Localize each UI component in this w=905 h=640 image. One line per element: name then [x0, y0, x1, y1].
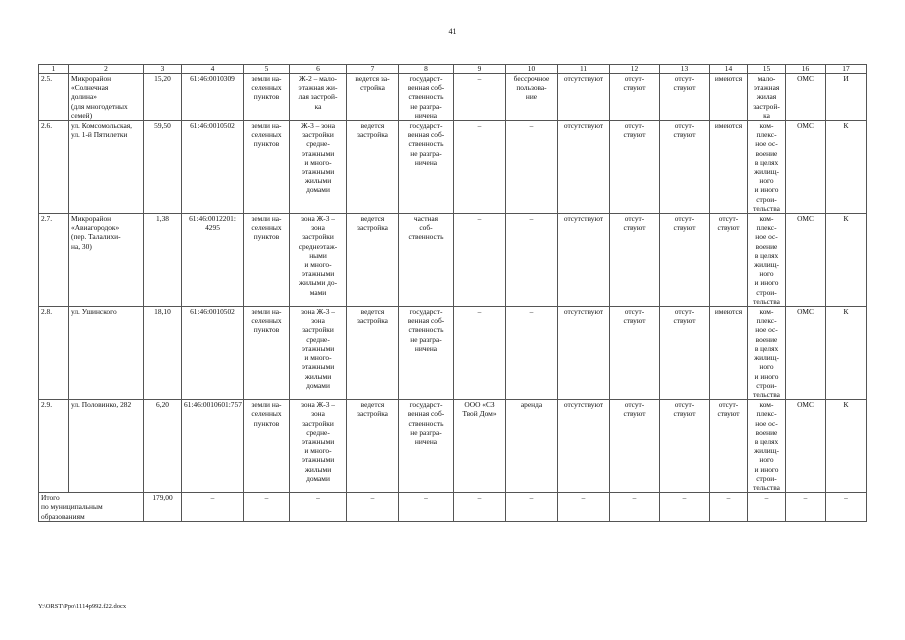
total-dash: – — [826, 493, 867, 522]
cell-land-category: земли на- селенных пунктов — [244, 74, 290, 121]
total-dash: – — [506, 493, 558, 522]
total-row — [39, 493, 867, 522]
cell-hazards: отсут- ствуют — [660, 400, 710, 493]
cell-item-number: 2.8. — [39, 307, 69, 400]
cell-item-number: 2.6. — [39, 121, 69, 214]
cell-land-category: земли на- селенных пунктов — [244, 307, 290, 400]
cell-area-ha: 18,10 — [144, 307, 182, 400]
total-dash: – — [710, 493, 748, 522]
cell-authority: ОМС — [786, 400, 826, 493]
cell-restrictions: отсут- ствуют — [610, 400, 660, 493]
column-number-8: 8 — [399, 65, 454, 74]
cell-development-status: ведется застройка — [347, 121, 399, 214]
cell-rights-holder: – — [454, 121, 506, 214]
total-dash: – — [244, 493, 290, 522]
column-number-10: 10 — [506, 65, 558, 74]
table-row — [39, 74, 867, 121]
table-row — [39, 400, 867, 493]
cell-encumbrances: отсутствуют — [558, 400, 610, 493]
cell-right-type: – — [506, 307, 558, 400]
cell-right-type: – — [506, 214, 558, 307]
cell-rights-holder: – — [454, 307, 506, 400]
table-row — [39, 121, 867, 214]
cell-area-ha: 6,20 — [144, 400, 182, 493]
cell-cadastral-quarter: 61:46:0012201: 4295 — [182, 214, 244, 307]
column-number-7: 7 — [347, 65, 399, 74]
cell-zoning: зона Ж-3 – зона застройки средне- этажными и много- этажными жилыми домами — [290, 307, 347, 400]
cell-cadastral-quarter: 61:46:0010601:757 — [182, 400, 244, 493]
cell-rights-holder: ООО «СЗ Твой Дом» — [454, 400, 506, 493]
cell-zoning: зона Ж-3 – зона застройки средне- этажными и много- этажными жилыми домами — [290, 400, 347, 493]
total-dash: – — [786, 493, 826, 522]
cell-land-category: земли на- селенных пунктов — [244, 121, 290, 214]
cell-ownership: государст- венная соб- ственность не разгра- ничена — [399, 307, 454, 400]
cell-restrictions: отсут- ствуют — [610, 121, 660, 214]
cell-rights-holder: – — [454, 74, 506, 121]
cell-authority: ОМС — [786, 214, 826, 307]
column-number-12: 12 — [610, 65, 660, 74]
cell-item-number: 2.9. — [39, 400, 69, 493]
total-dash: – — [347, 493, 399, 522]
cell-zoning: Ж-2 – мало- этажная жи- лая застрой- ка — [290, 74, 347, 121]
cell-purpose: ком- плекс- ное ос- воение в целях жилищ- ного и иного строи- тельства — [748, 400, 786, 493]
column-number-6: 6 — [290, 65, 347, 74]
cell-ownership: государст- венная соб- ственность не разгра- ничена — [399, 121, 454, 214]
cell-development-status: ведется застройка — [347, 400, 399, 493]
total-dash: – — [182, 493, 244, 522]
table-row — [39, 307, 867, 400]
total-dash: – — [290, 493, 347, 522]
cell-cadastral-quarter: 61:46:0010502 — [182, 121, 244, 214]
column-number-row — [39, 65, 867, 74]
cell-rights-holder: – — [454, 214, 506, 307]
cell-utilities: имеются — [710, 121, 748, 214]
cell-right-type: бессрочное пользова- ние — [506, 74, 558, 121]
cell-utilities: имеются — [710, 307, 748, 400]
cell-purpose: ком- плекс- ное ос- воение в целях жилищ- ного и иного строи- тельства — [748, 121, 786, 214]
cell-authority: ОМС — [786, 74, 826, 121]
cell-location: ул. Комсомольская, ул. 1-й Пятилетки — [69, 121, 144, 214]
cell-purpose: ком- плекс- ное ос- воение в целях жилищ- ного и иного строи- тельства — [748, 307, 786, 400]
cell-type-code: К — [826, 307, 867, 400]
cell-restrictions: отсут- ствуют — [610, 307, 660, 400]
cell-development-status: ведется застройка — [347, 214, 399, 307]
cell-type-code: К — [826, 121, 867, 214]
cell-hazards: отсут- ствуют — [660, 121, 710, 214]
total-dash: – — [558, 493, 610, 522]
column-number-17: 17 — [826, 65, 867, 74]
cell-ownership: государст- венная соб- ственность не разгра- ничена — [399, 74, 454, 121]
column-number-2: 2 — [69, 65, 144, 74]
cell-zoning: Ж-3 – зона застройки средне- этажными и много- этажными жилыми домами — [290, 121, 347, 214]
column-number-3: 3 — [144, 65, 182, 74]
cell-ownership: государст- венная соб- ственность не разгра- ничена — [399, 400, 454, 493]
cell-purpose: ком- плекс- ное ос- воение в целях жилищ- ного и иного строи- тельства — [748, 214, 786, 307]
cell-item-number: 2.5. — [39, 74, 69, 121]
cell-authority: ОМС — [786, 307, 826, 400]
column-number-14: 14 — [710, 65, 748, 74]
cell-utilities: отсут- ствуют — [710, 214, 748, 307]
column-number-16: 16 — [786, 65, 826, 74]
cell-location: ул. Половинко, 282 — [69, 400, 144, 493]
cell-purpose: мало- этажная жилая застрой- ка — [748, 74, 786, 121]
cell-location: Микрорайон «Авиагородок» (пер. Талалихи- на, 30) — [69, 214, 144, 307]
page-number: 41 — [448, 27, 457, 36]
column-number-5: 5 — [244, 65, 290, 74]
cell-restrictions: отсут- ствуют — [610, 74, 660, 121]
cell-area-ha: 1,38 — [144, 214, 182, 307]
cell-encumbrances: отсутствуют — [558, 214, 610, 307]
total-dash: – — [660, 493, 710, 522]
file-path-footer: Y:\ORST\Ppo\1114p992.f22.docx — [38, 603, 127, 610]
column-number-1: 1 — [39, 65, 69, 74]
cell-cadastral-quarter: 61:46:0010502 — [182, 307, 244, 400]
table-row — [39, 214, 867, 307]
total-label: Итого по муниципальным образованиям — [39, 493, 144, 522]
cell-development-status: ведется за- стройка — [347, 74, 399, 121]
cell-type-code: К — [826, 400, 867, 493]
cell-land-category: земли на- селенных пунктов — [244, 400, 290, 493]
cell-hazards: отсут- ствуют — [660, 214, 710, 307]
cell-hazards: отсут- ствуют — [660, 307, 710, 400]
total-dash: – — [748, 493, 786, 522]
cell-utilities: отсут- ствуют — [710, 400, 748, 493]
cell-location: ул. Ушинского — [69, 307, 144, 400]
cell-location: Микрорайон «Солнечная долина» (для многодетных семей) — [69, 74, 144, 121]
land-plots-table — [38, 64, 867, 522]
total-dash: – — [399, 493, 454, 522]
cell-utilities: имеются — [710, 74, 748, 121]
cell-item-number: 2.7. — [39, 214, 69, 307]
cell-development-status: ведется застройка — [347, 307, 399, 400]
cell-right-type: – — [506, 121, 558, 214]
cell-encumbrances: отсутствуют — [558, 74, 610, 121]
cell-type-code: И — [826, 74, 867, 121]
cell-encumbrances: отсутствуют — [558, 121, 610, 214]
column-number-4: 4 — [182, 65, 244, 74]
column-number-15: 15 — [748, 65, 786, 74]
cell-land-category: земли на- селенных пунктов — [244, 214, 290, 307]
cell-ownership: частная соб- ственность — [399, 214, 454, 307]
cell-cadastral-quarter: 61:46:0010309 — [182, 74, 244, 121]
cell-zoning: зона Ж-3 – зона застройки среднеэтаж- ными и много- этажными жилыми до- мами — [290, 214, 347, 307]
total-area: 179,00 — [144, 493, 182, 522]
cell-hazards: отсут- ствуют — [660, 74, 710, 121]
cell-authority: ОМС — [786, 121, 826, 214]
cell-encumbrances: отсутствуют — [558, 307, 610, 400]
cell-restrictions: отсут- ствуют — [610, 214, 660, 307]
column-number-11: 11 — [558, 65, 610, 74]
cell-area-ha: 15,20 — [144, 74, 182, 121]
cell-right-type: аренда — [506, 400, 558, 493]
cell-type-code: К — [826, 214, 867, 307]
total-dash: – — [454, 493, 506, 522]
cell-area-ha: 59,50 — [144, 121, 182, 214]
column-number-13: 13 — [660, 65, 710, 74]
total-dash: – — [610, 493, 660, 522]
column-number-9: 9 — [454, 65, 506, 74]
